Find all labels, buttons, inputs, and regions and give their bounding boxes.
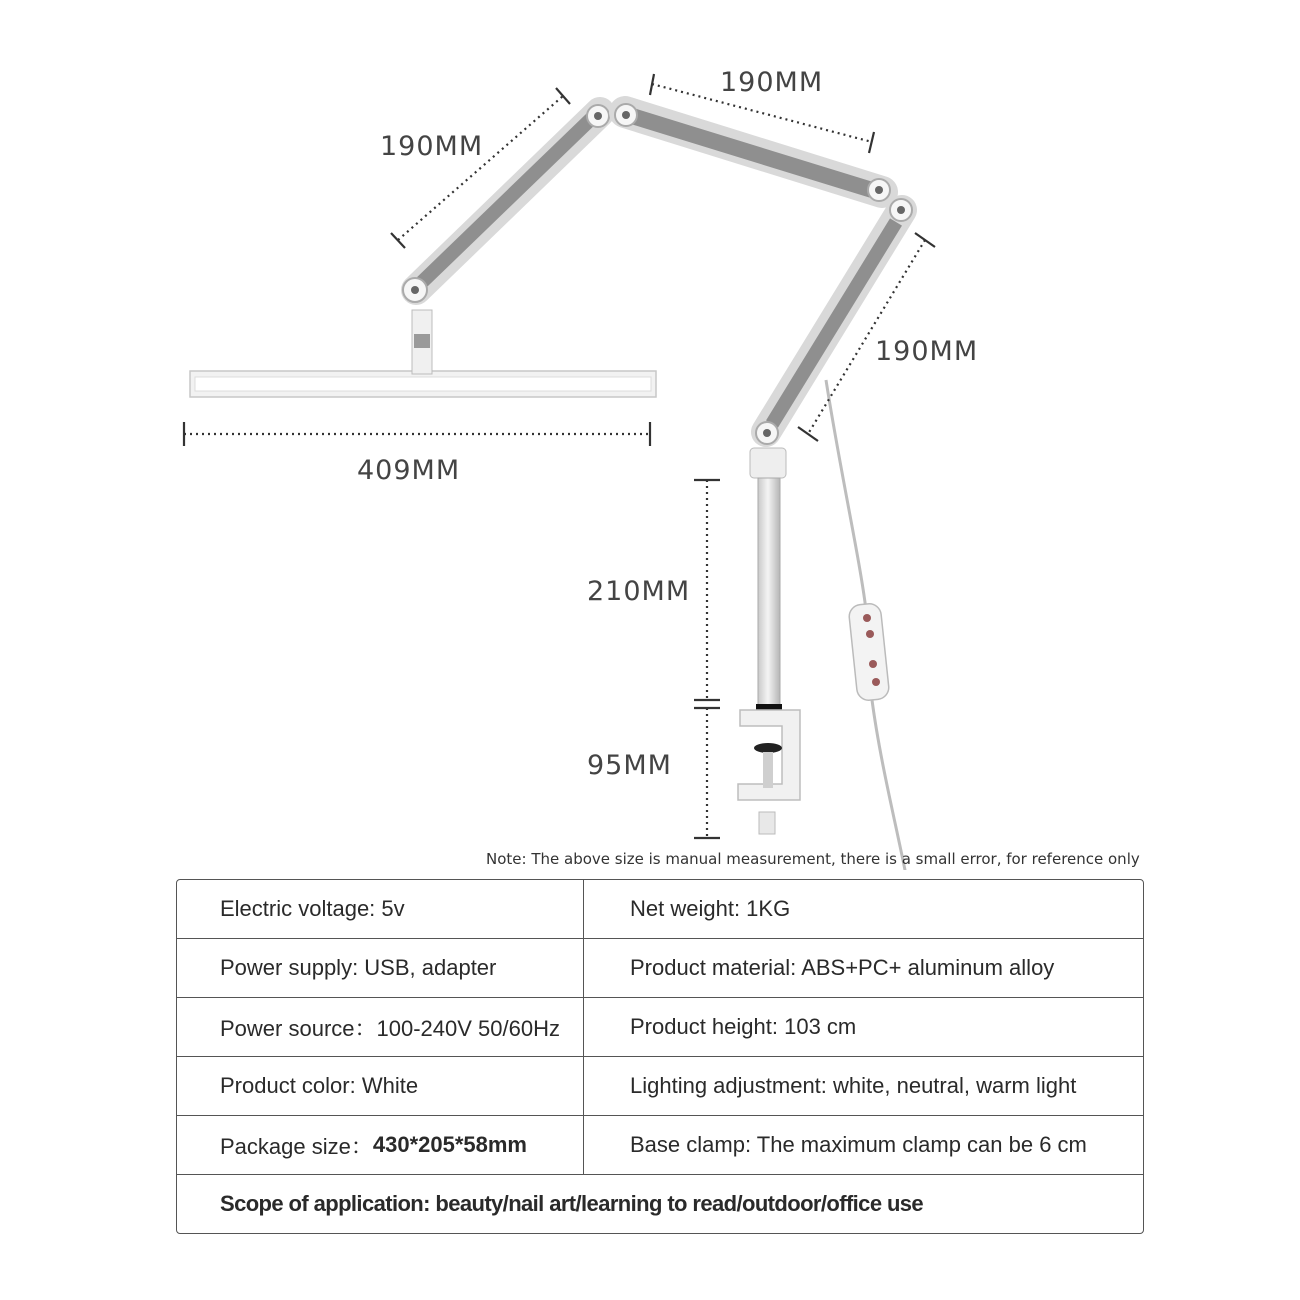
specification-table bbox=[176, 879, 1144, 1234]
inline-switch bbox=[848, 603, 890, 702]
spec-material: Product material: ABS+PC+ aluminum alloy bbox=[630, 955, 1055, 980]
spec-power-source: Power source：100-240V 50/60Hz bbox=[177, 998, 584, 1056]
spec-row bbox=[177, 939, 1143, 998]
arm-top bbox=[615, 104, 890, 201]
dimension-line-clamp bbox=[694, 708, 720, 838]
dimension-label-top-arm: 190MM bbox=[720, 67, 824, 98]
spec-row bbox=[177, 1116, 1143, 1175]
dimension-line-pole bbox=[694, 480, 720, 700]
spec-power-supply: Power supply: USB, adapter bbox=[177, 939, 584, 997]
dimension-label-pole: 210MM bbox=[587, 576, 691, 607]
spec-net-weight: Net weight: 1KG bbox=[630, 896, 791, 921]
desk-clamp bbox=[738, 710, 800, 834]
dimension-label-light-bar: 409MM bbox=[357, 455, 461, 486]
spec-voltage: Electric voltage: 5v bbox=[177, 880, 584, 938]
spec-row-scope bbox=[177, 1175, 1143, 1233]
spec-package-size-value: 430*205*58mm bbox=[372, 1132, 527, 1157]
spec-row bbox=[177, 880, 1143, 939]
spec-base-clamp: Base clamp: The maximum clamp can be 6 cm bbox=[630, 1132, 1087, 1157]
spec-row bbox=[177, 998, 1143, 1057]
spec-lighting-adjustment: Lighting adjustment: white, neutral, warm light bbox=[630, 1073, 1077, 1098]
spec-package-size-label: Package size： bbox=[220, 1133, 373, 1159]
dimension-label-clamp: 95MM bbox=[587, 750, 672, 781]
spec-package-size bbox=[177, 1116, 584, 1174]
spec-height: Product height: 103 cm bbox=[630, 1014, 857, 1039]
measurement-note: Note: The above size is manual measurement, there is a small error, for reference only bbox=[486, 850, 1140, 868]
dimension-label-right-arm: 190MM bbox=[875, 336, 979, 367]
arm-right bbox=[756, 199, 912, 444]
light-bar bbox=[190, 310, 656, 397]
dimension-label-upper-left-arm: 190MM bbox=[380, 131, 484, 162]
spec-scope: Scope of application: beauty/nail art/learning to read/outdoor/office use bbox=[220, 1191, 924, 1216]
dimension-line-light-bar bbox=[184, 422, 650, 446]
spec-color: Product color: White bbox=[177, 1057, 584, 1115]
pole bbox=[750, 448, 786, 714]
spec-row bbox=[177, 1057, 1143, 1116]
